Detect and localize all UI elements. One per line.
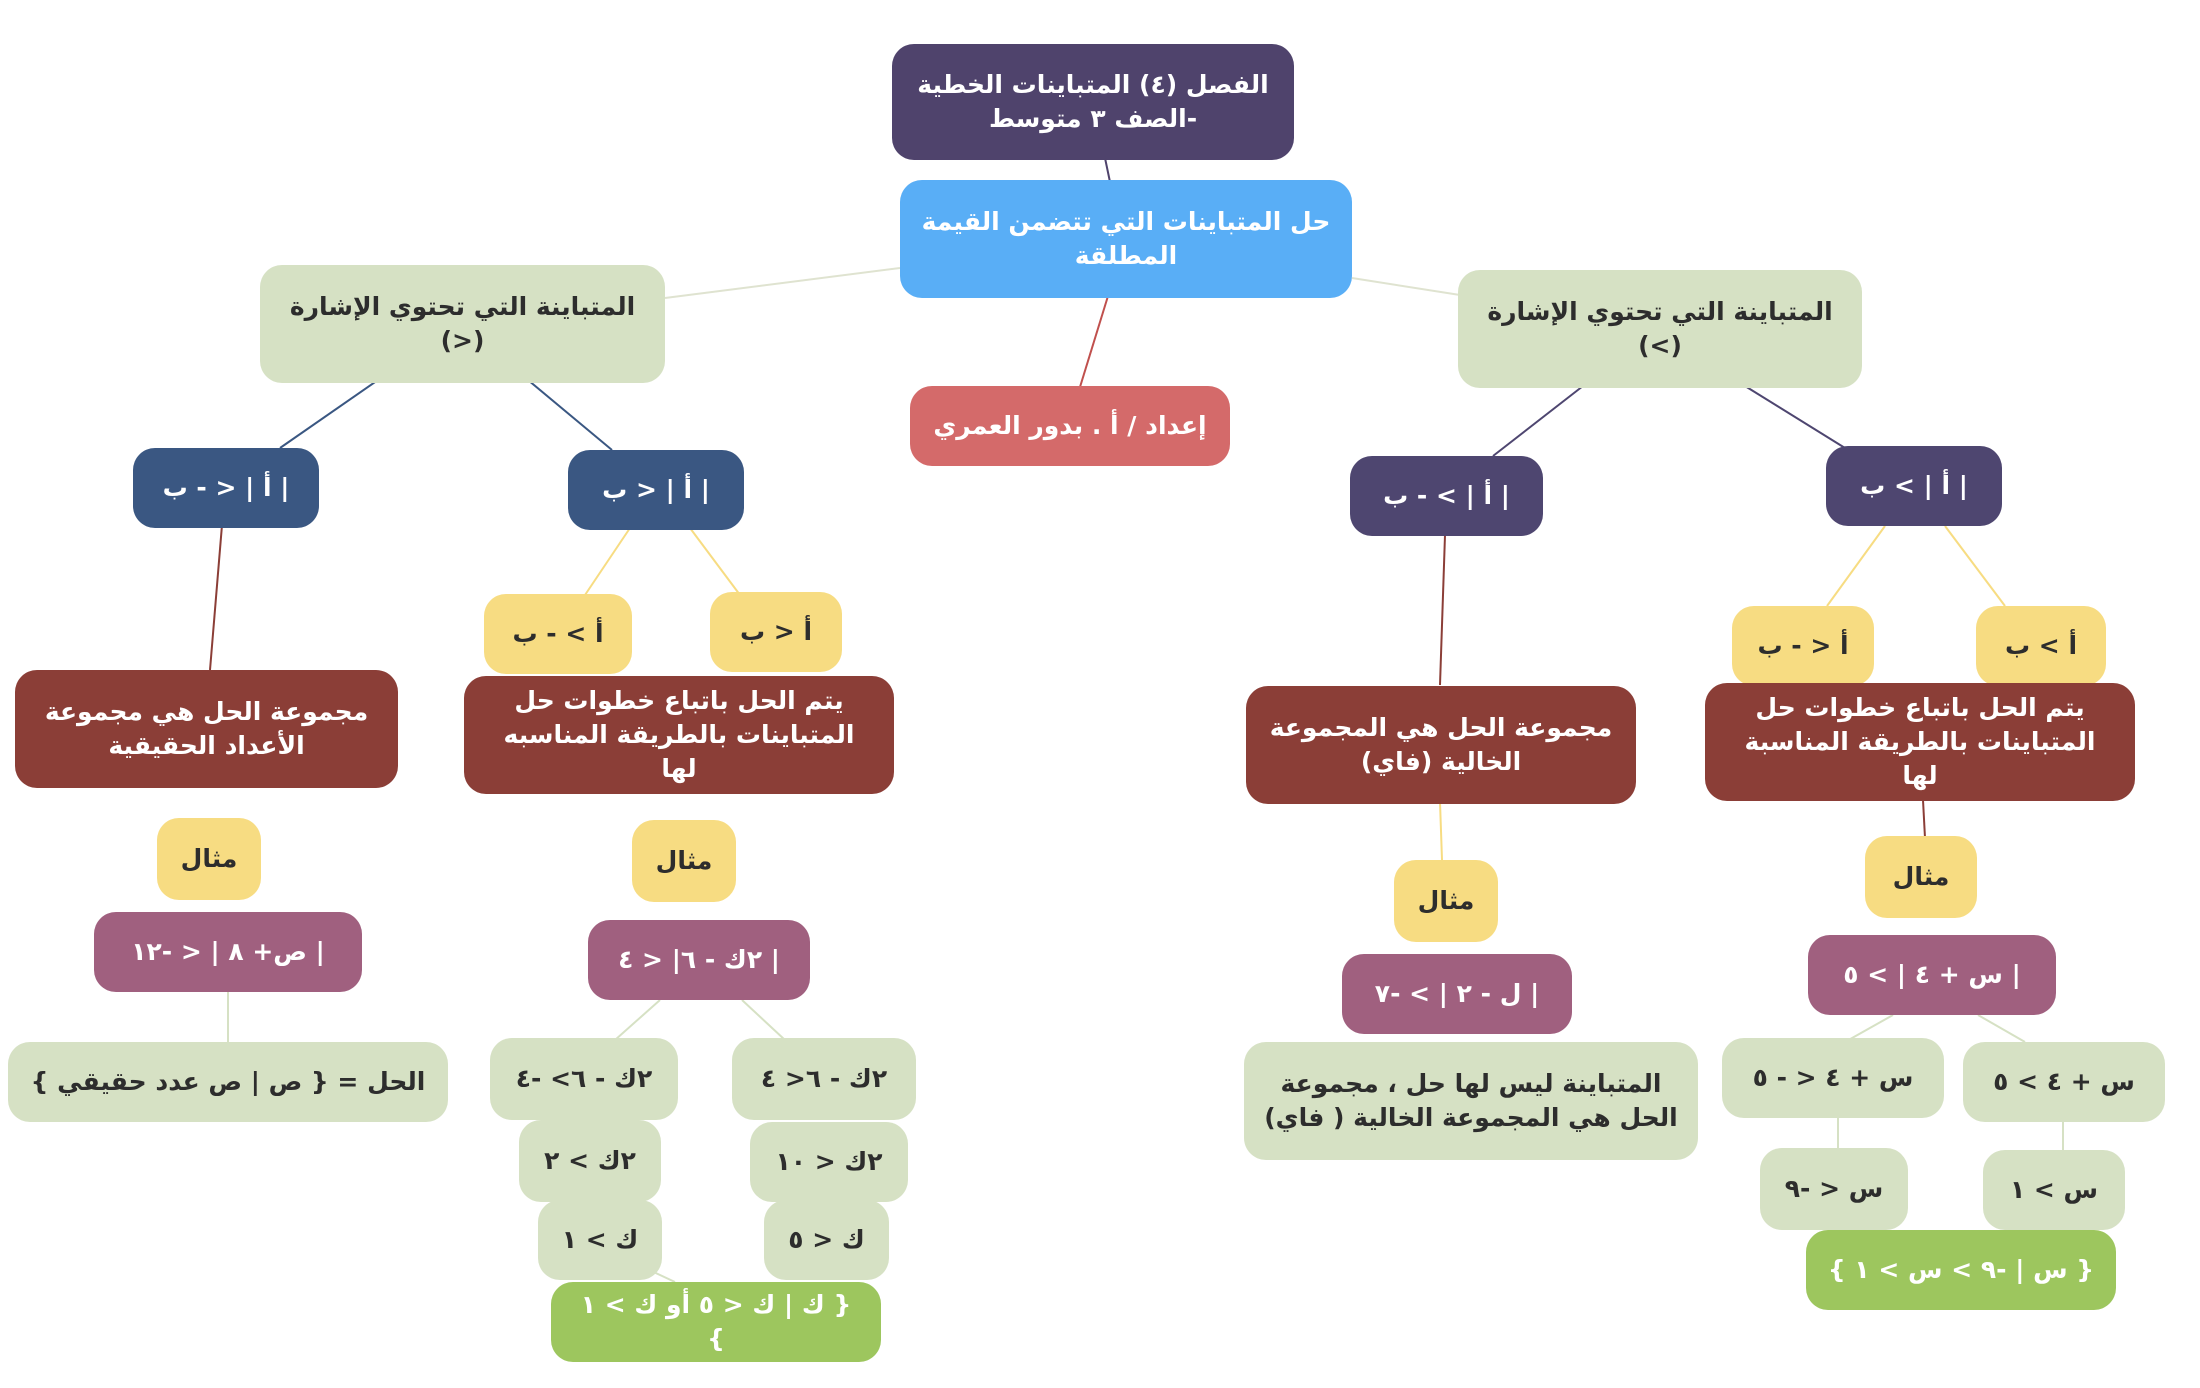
step-equation: ٢ك - ٦< ٤	[732, 1038, 916, 1120]
connector	[1105, 158, 1110, 182]
greater-than-heading: المتباينة التي تحتوي الإشارة (>)	[1458, 270, 1862, 388]
case-abs-less-b: | أ | < ب	[568, 450, 744, 530]
condition-a-greater-neg-b: أ > - ب	[484, 594, 632, 674]
connector	[1440, 802, 1442, 860]
main-topic-node: حل المتباينات التي تتضمن القيمة المطلقة	[900, 180, 1352, 298]
example-label: مثال	[1865, 836, 1977, 918]
step-equation: س > ١	[1983, 1150, 2125, 1230]
case-abs-greater-neg-b: | أ | > - ب	[1350, 456, 1543, 536]
author-node: إعداد / أ . بدور العمري	[910, 386, 1230, 466]
example-label: مثال	[1394, 860, 1498, 942]
connector	[1745, 386, 1845, 448]
connector	[528, 380, 612, 450]
example-inequality: | ل - ٢ | > -٧	[1342, 954, 1572, 1034]
example-inequality: | ص+ ٨ | < -١٢	[94, 912, 362, 992]
chapter-title-box	[892, 44, 1294, 160]
rule-steps-greater: يتم الحل باتباع خطوات حل المتباينات بالطريقة المناسبة لها	[1705, 683, 2135, 801]
condition-a-less-b: أ < ب	[710, 592, 842, 672]
connector	[210, 525, 222, 670]
connector	[1493, 386, 1583, 456]
example-inequality: | ٢ك - ٦| < ٤	[588, 920, 810, 1000]
example-label: مثال	[632, 820, 736, 902]
connector	[742, 1000, 785, 1040]
step-equation: ك > ١	[538, 1200, 662, 1280]
less-than-heading: المتباينة التي تحتوي الإشارة (<)	[260, 265, 665, 383]
step-equation: ٢ك < ١٠	[750, 1122, 908, 1202]
connector	[1978, 1015, 2025, 1042]
chapter-title: الفصل (٤) المتباينات الخطية	[917, 70, 1269, 100]
connector	[1923, 800, 1925, 838]
rule-empty-set: مجموعة الحل هي المجموعة الخالية (فاي)	[1246, 686, 1636, 804]
step-equation: س < -٩	[1760, 1148, 1908, 1230]
connector	[1440, 535, 1445, 685]
connector	[1827, 526, 1885, 606]
connector	[1080, 296, 1108, 387]
rule-all-reals: مجموعة الحل هي مجموعة الأعداد الحقيقية	[15, 670, 398, 788]
connector	[1945, 526, 2005, 606]
rule-steps-less: يتم الحل باتباع خطوات حل المتباينات بالطريقة المناسبه لها	[464, 676, 894, 794]
connector	[1352, 278, 1460, 295]
step-equation: س + ٤ < - ٥	[1722, 1038, 1944, 1118]
case-abs-greater-b: | أ | > ب	[1826, 446, 2002, 526]
example-label: مثال	[157, 818, 261, 900]
solution-set: { ك | ك < ٥ أو ك > ١ }	[551, 1282, 881, 1362]
step-equation: س + ٤ > ٥	[1963, 1042, 2165, 1122]
condition-a-greater-b: أ > ب	[1976, 606, 2106, 686]
connector	[615, 1000, 660, 1040]
step-equation: ٢ك > ٢	[519, 1120, 661, 1202]
step-equation: ٢ك - ٦> -٤	[490, 1038, 678, 1120]
solution-empty-set: المتباينة ليس لها حل ، مجموعة الحل هي المجموعة الخالية ( فاي)	[1244, 1042, 1698, 1160]
condition-a-less-neg-b: أ < - ب	[1732, 606, 1874, 686]
connector	[665, 268, 900, 298]
connector	[690, 528, 740, 595]
example-inequality: | س + ٤ | > ٥	[1808, 935, 2056, 1015]
step-equation: ك < ٥	[764, 1200, 889, 1280]
solution-set: { س | -٩ > س > ١ }	[1806, 1230, 2116, 1310]
case-abs-less-neg-b: | أ | < - ب	[133, 448, 319, 528]
connector	[585, 528, 630, 595]
solution-all-reals: الحل = { ص | ص عدد حقيقي }	[8, 1042, 448, 1122]
connector	[280, 380, 378, 448]
grade-label: -الصف ٣ متوسط	[988, 104, 1198, 133]
